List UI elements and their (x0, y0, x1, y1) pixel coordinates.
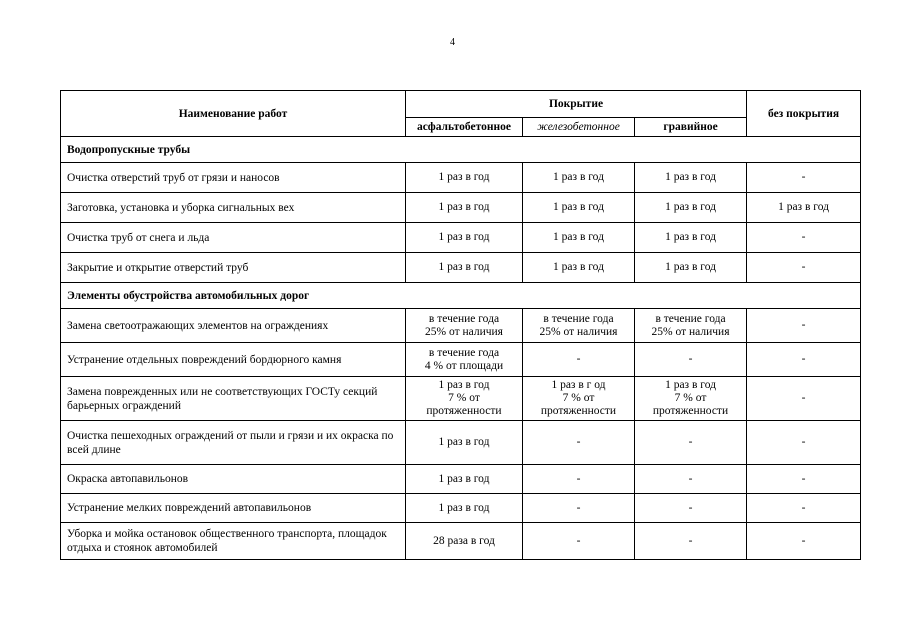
frequency-cell: 1 раз в год (635, 253, 747, 283)
frequency-cell: 1 раз в год (406, 163, 523, 193)
work-name-cell: Очистка пешеходных ограждений от пыли и грязи и их окраска по всей длине (61, 421, 406, 465)
frequency-cell: в течение года 4 % от площади (406, 343, 523, 377)
frequency-cell: - (747, 465, 861, 494)
work-name-cell: Заготовка, установка и уборка сигнальных вех (61, 193, 406, 223)
frequency-cell: 1 раз в год (406, 494, 523, 523)
frequency-cell: 1 раз в год (747, 193, 861, 223)
frequency-cell: - (635, 421, 747, 465)
work-name-cell: Устранение мелких повреждений автопавильонов (61, 494, 406, 523)
work-name-cell: Окраска автопавильонов (61, 465, 406, 494)
frequency-cell: 1 раз в год (635, 223, 747, 253)
work-name-cell: Уборка и мойка остановок общественного транспорта, площадок отдыха и стоянок автомобилей (61, 523, 406, 560)
frequency-cell: - (747, 494, 861, 523)
frequency-cell: в течение года 25% от наличия (635, 309, 747, 343)
section-row (61, 137, 861, 163)
page-number: 4 (450, 37, 455, 48)
frequency-cell: - (747, 343, 861, 377)
frequency-cell: 1 раз в год (406, 421, 523, 465)
work-name-cell: Очистка отверстий труб от грязи и наносов (61, 163, 406, 193)
frequency-cell: 1 раз в год (523, 163, 635, 193)
frequency-cell: - (523, 421, 635, 465)
frequency-cell: 1 раз в год (406, 193, 523, 223)
frequency-cell: - (523, 494, 635, 523)
frequency-cell: в течение года 25% от наличия (523, 309, 635, 343)
frequency-cell: 1 раз в год (635, 163, 747, 193)
frequency-cell: - (635, 465, 747, 494)
work-name-cell: Замена поврежденных или не соответствующих ГОСТу секций барьерных ограждений (61, 377, 406, 421)
frequency-cell: - (747, 523, 861, 560)
frequency-cell: 1 раз в год (406, 223, 523, 253)
frequency-cell: 1 раз в год 7 % от протяженности (635, 377, 747, 421)
work-name-cell: Закрытие и открытие отверстий труб (61, 253, 406, 283)
frequency-cell: - (635, 343, 747, 377)
frequency-cell: - (747, 377, 861, 421)
header-no-coverage: без покрытия (747, 91, 861, 137)
frequency-cell: 1 раз в год (523, 253, 635, 283)
frequency-cell: 1 раз в год (523, 223, 635, 253)
frequency-cell: - (635, 494, 747, 523)
frequency-cell: - (747, 309, 861, 343)
maintenance-table (60, 90, 861, 560)
frequency-cell: 1 раз в год (406, 465, 523, 494)
section-title: Элементы обустройства автомобильных дорог (61, 283, 861, 309)
header-work-name: Наименование работ (61, 91, 406, 137)
table-row (61, 465, 861, 494)
header-concrete: железобетонное (523, 118, 635, 137)
table-row (61, 343, 861, 377)
header-gravel: гравийное (635, 118, 747, 137)
frequency-cell: - (635, 523, 747, 560)
table-row (61, 523, 861, 560)
table-row (61, 163, 861, 193)
section-title: Водопропускные трубы (61, 137, 861, 163)
frequency-cell: - (747, 253, 861, 283)
frequency-cell: - (747, 163, 861, 193)
table-row (61, 421, 861, 465)
frequency-cell: в течение года 25% от наличия (406, 309, 523, 343)
work-name-cell: Устранение отдельных повреждений бордюрного камня (61, 343, 406, 377)
frequency-cell: - (747, 223, 861, 253)
frequency-cell: - (523, 523, 635, 560)
work-name-cell: Замена светоотражающих элементов на ограждениях (61, 309, 406, 343)
table-row (61, 309, 861, 343)
work-name-cell: Очистка труб от снега и льда (61, 223, 406, 253)
table-row (61, 494, 861, 523)
frequency-cell: 28 раза в год (406, 523, 523, 560)
frequency-cell: 1 раз в год (523, 193, 635, 223)
frequency-cell: - (523, 465, 635, 494)
header-asphalt: асфальтобетонное (406, 118, 523, 137)
table-row (61, 377, 861, 421)
frequency-cell: 1 раз в г од 7 % от протяженности (523, 377, 635, 421)
table-row (61, 223, 861, 253)
frequency-cell: 1 раз в год (635, 193, 747, 223)
frequency-cell: 1 раз в год 7 % от протяженности (406, 377, 523, 421)
table-row (61, 253, 861, 283)
frequency-cell: - (523, 343, 635, 377)
section-row (61, 283, 861, 309)
frequency-cell: - (747, 421, 861, 465)
frequency-cell: 1 раз в год (406, 253, 523, 283)
table-row (61, 193, 861, 223)
header-coverage: Покрытие (406, 91, 747, 118)
